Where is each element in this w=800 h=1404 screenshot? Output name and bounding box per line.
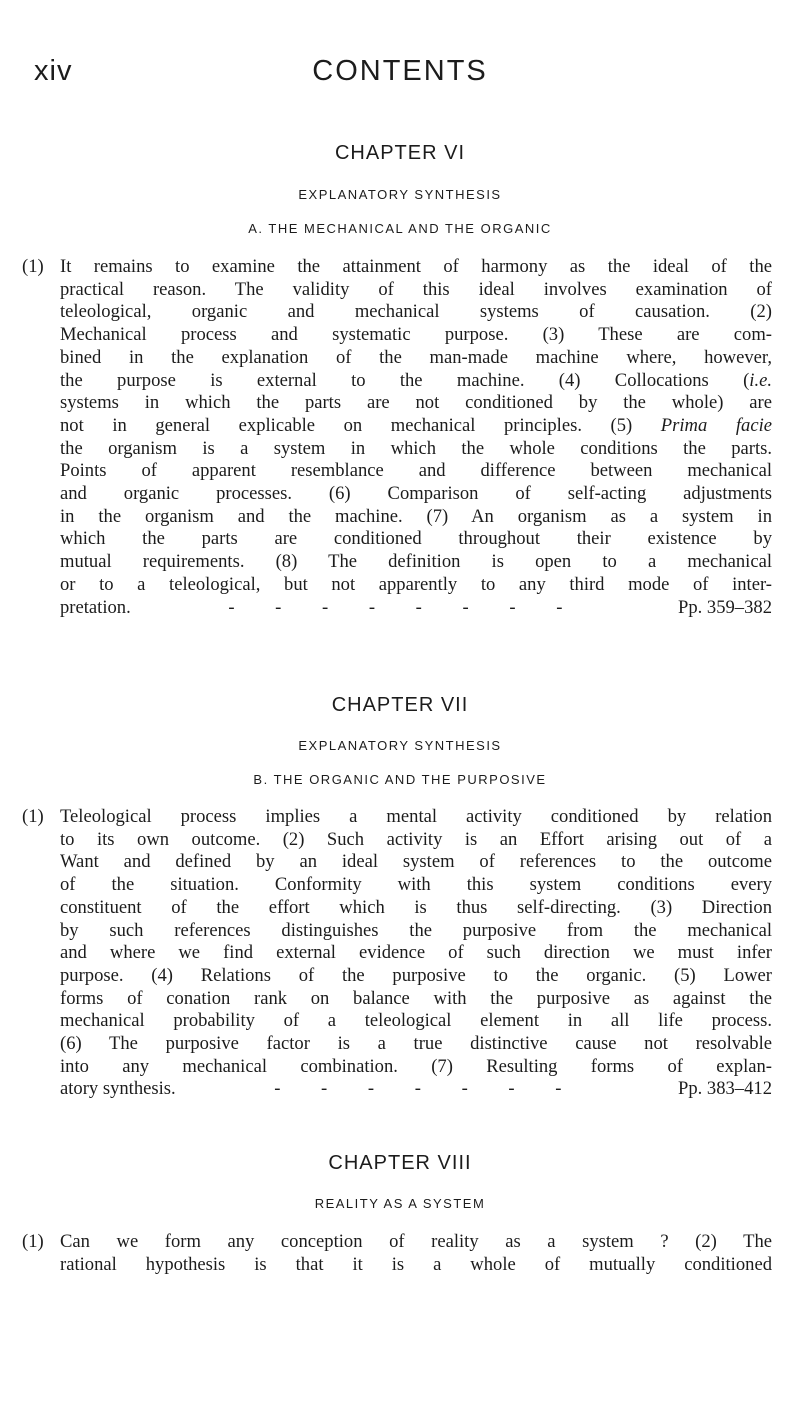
synopsis-line: Teleological process implies a mental activity conditioned by relation	[60, 806, 772, 827]
italic-phrase: Prima facie	[660, 414, 772, 436]
synopsis-line: teleological, organic and mechanical systems of causation. (2)	[60, 301, 772, 323]
chapter-title: CHAPTER VIII	[328, 1152, 472, 1174]
item-marker: (1)	[22, 256, 44, 277]
synopsis-line: practical reason. The validity of this ideal involves examination of	[60, 278, 772, 300]
synopsis-line: in the organism and the machine. (7) An organism as a system in	[60, 505, 772, 527]
synopsis-line: systems in which the parts are not conditioned by the whole) are	[60, 392, 772, 414]
synopsis-line: and organic processes. (6) Comparison of self-acting adjustments	[60, 483, 772, 505]
item-marker: (1)	[22, 806, 44, 827]
synopsis-line: the purpose is external to the machine. (4) Collocations (i.e.	[60, 369, 772, 391]
dot-leader: - - - - - - -	[274, 1078, 580, 1100]
synopsis-line: mechanical probability of a teleological element in all life process.	[60, 1010, 772, 1032]
synopsis-line: Can we form any conception of reality as a system ? (2) The	[60, 1231, 772, 1252]
synopsis-line: atory synthesis.	[60, 1078, 176, 1100]
synopsis-line: by such references distinguishes the purposive from the mechanical	[60, 919, 772, 941]
synopsis-line: of the situation. Conformity with this system conditions every	[60, 874, 772, 896]
synopsis-line: Want and defined by an ideal system of references to the outcome	[60, 851, 772, 873]
synopsis-line: forms of conation rank on balance with the purposive as against the	[60, 987, 772, 1009]
chapter-subtitle: EXPLANATORY SYNTHESIS	[298, 738, 502, 753]
synopsis-line: which the parts are conditioned throughout their existence by	[60, 528, 772, 550]
chapter-title: CHAPTER VII	[331, 694, 469, 716]
section-heading: B. THE ORGANIC AND THE PURPOSIVE	[253, 772, 547, 787]
page-header	[34, 55, 766, 95]
chapter-title: CHAPTER VI	[334, 142, 466, 164]
item-marker: (1)	[22, 1231, 44, 1252]
synopsis-line: It remains to examine the attainment of harmony as the ideal of the	[60, 256, 772, 277]
section-heading: A. THE MECHANICAL AND THE ORGANIC	[248, 221, 552, 236]
page-range: Pp. 359–382	[677, 596, 772, 618]
synopsis-line: bined in the explanation of the man-made machine where, however,	[60, 346, 772, 368]
italic-phrase: i.e.	[749, 369, 772, 391]
dot-leader: - - - - - - - -	[228, 596, 581, 618]
chapter-synopsis	[22, 1231, 772, 1276]
chapter-subtitle: REALITY AS A SYSTEM	[314, 1196, 486, 1211]
synopsis-last-line	[22, 1078, 772, 1101]
page-range: Pp. 383–412	[677, 1078, 772, 1100]
synopsis-line: the organism is a system in which the whole conditions the parts.	[60, 437, 772, 459]
synopsis-line: or to a teleological, but not apparently to any third mode of inter-	[60, 573, 772, 595]
synopsis-line: purpose. (4) Relations of the purposive to the organic. (5) Lower	[60, 964, 772, 986]
chapter-subtitle: EXPLANATORY SYNTHESIS	[298, 187, 502, 202]
chapter-synopsis	[22, 806, 772, 1101]
synopsis-line: pretation.	[60, 596, 131, 618]
running-title: CONTENTS	[312, 55, 488, 87]
synopsis-line: Mechanical process and systematic purpose. (3) These are com-	[60, 324, 772, 346]
synopsis-line: (6) The purposive factor is a true distinctive cause not resolvable	[60, 1033, 772, 1055]
page-number: xiv	[34, 55, 73, 87]
synopsis-line: into any mechanical combination. (7) Resulting forms of explan-	[60, 1055, 772, 1077]
synopsis-line: and where we find external evidence of such direction we must infer	[60, 942, 772, 964]
chapter-synopsis	[22, 256, 772, 619]
synopsis-line: rational hypothesis is that it is a whole of mutually conditioned	[60, 1253, 772, 1275]
synopsis-line: constituent of the effort which is thus self-directing. (3) Direction	[60, 896, 772, 918]
synopsis-line: mutual requirements. (8) The definition is open to a mechanical	[60, 551, 772, 573]
synopsis-line: Points of apparent resemblance and difference between mechanical	[60, 460, 772, 482]
synopsis-line: not in general explicable on mechanical principles. (5) Prima facie	[60, 414, 772, 436]
synopsis-line: to its own outcome. (2) Such activity is an Effort arising out of a	[60, 828, 772, 850]
synopsis-last-line	[22, 597, 772, 620]
